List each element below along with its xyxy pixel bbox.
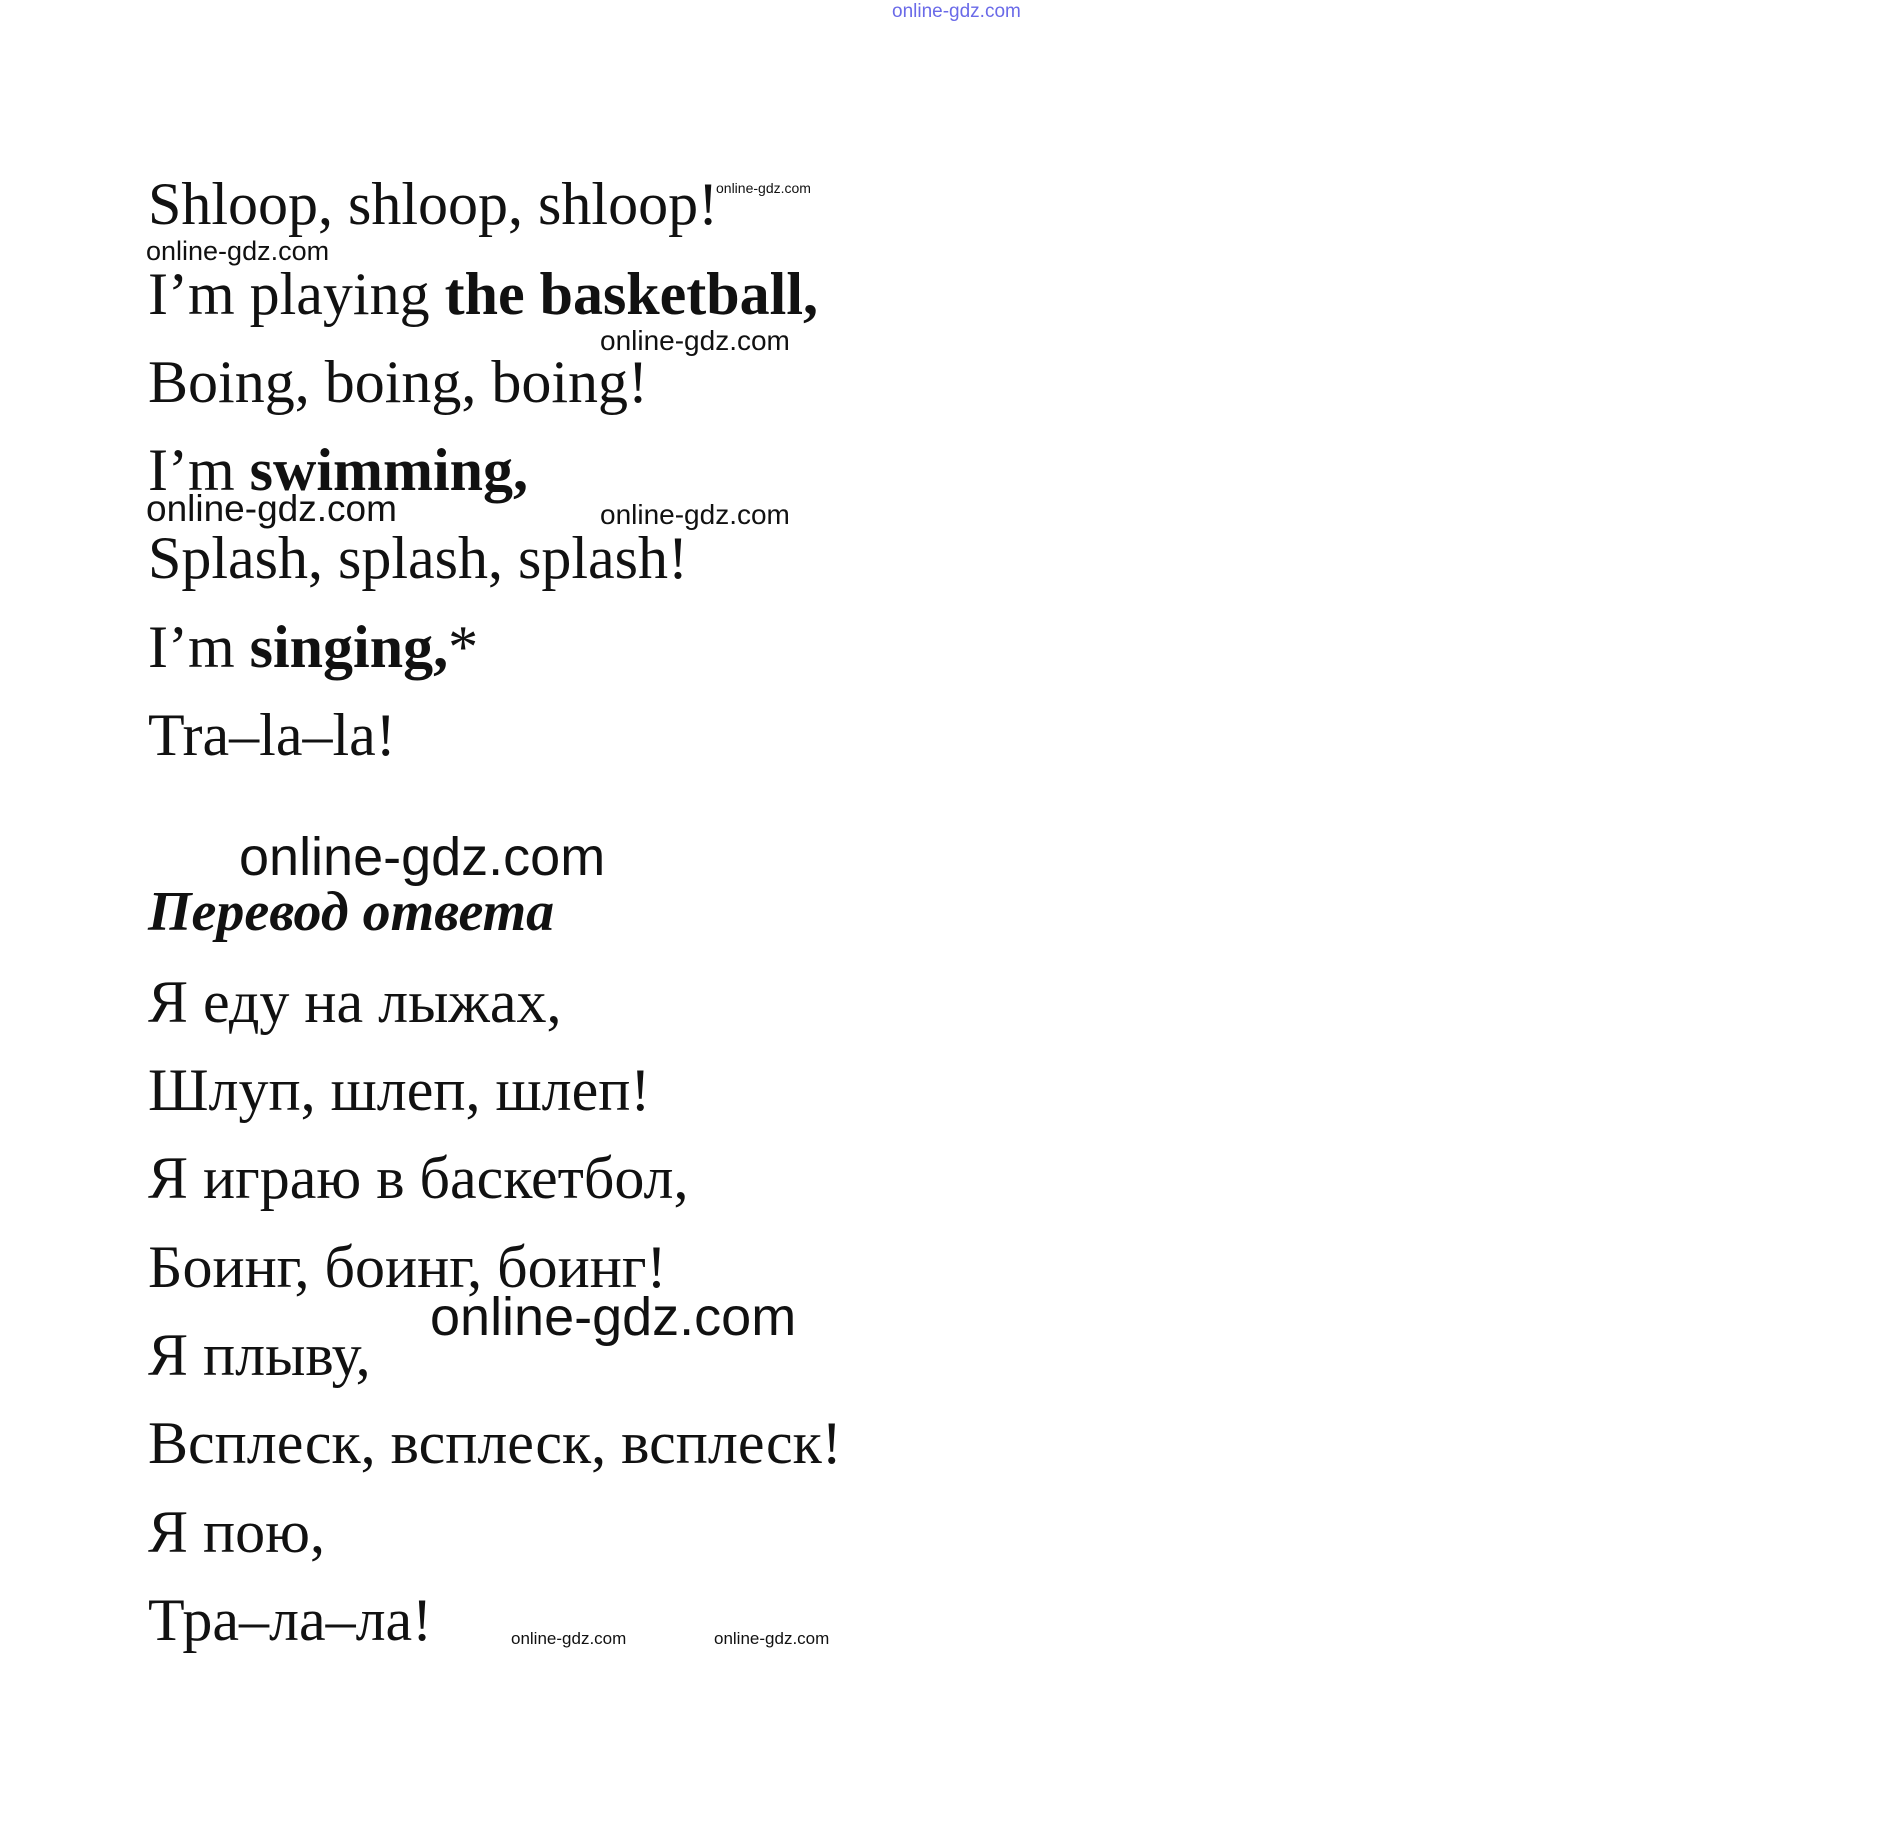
watermark: online-gdz.com bbox=[146, 236, 330, 266]
translation-line-5: Я плыву, bbox=[148, 1322, 371, 1388]
watermark-top: online-gdz.com bbox=[892, 1, 1021, 22]
translation-line-3: Я играю в баскетбол, bbox=[148, 1145, 689, 1211]
translation-line-8: Тра–ла–ла! bbox=[148, 1587, 433, 1653]
watermark: online-gdz.com bbox=[714, 1629, 830, 1648]
watermark: online-gdz.com bbox=[511, 1629, 627, 1648]
poem-line-6-bold: singing, bbox=[249, 614, 449, 680]
poem-line-2-plain: I’m playing bbox=[148, 261, 445, 327]
poem-line-6 bbox=[148, 614, 479, 680]
poem-line-2 bbox=[148, 261, 818, 327]
translation-line-4: Боинг, боинг, боинг! bbox=[148, 1234, 667, 1300]
translation-line-2: Шлуп, шлеп, шлеп! bbox=[148, 1057, 651, 1123]
poem-line-4-bold: swimming, bbox=[249, 437, 528, 503]
watermark: online-gdz.com bbox=[716, 180, 811, 196]
translation-line-6: Всплеск, всплеск, всплеск! bbox=[148, 1410, 842, 1476]
poem-line-7: Tra–la–la! bbox=[148, 702, 396, 768]
translation-heading: Перевод ответа bbox=[148, 881, 555, 943]
translation-line-7: Я пою, bbox=[148, 1499, 325, 1565]
poem-line-6-plain: I’m bbox=[148, 614, 250, 680]
watermark: online-gdz.com bbox=[600, 499, 790, 530]
footnote-mark: * bbox=[448, 614, 479, 680]
poem-line-1: Shloop, shloop, shloop! bbox=[148, 171, 719, 237]
watermark: online-gdz.com bbox=[239, 827, 606, 887]
poem-line-5: Splash, splash, splash! bbox=[148, 525, 688, 591]
poem-line-4-plain: I’m bbox=[148, 437, 250, 503]
watermark: online-gdz.com bbox=[600, 325, 790, 356]
translation-line-1: Я еду на лыжах, bbox=[148, 969, 562, 1035]
watermark: online-gdz.com bbox=[430, 1287, 797, 1347]
watermark: online-gdz.com bbox=[146, 488, 397, 529]
poem-line-2-bold: the basketball, bbox=[444, 261, 818, 327]
poem-line-3: Boing, boing, boing! bbox=[148, 349, 649, 415]
